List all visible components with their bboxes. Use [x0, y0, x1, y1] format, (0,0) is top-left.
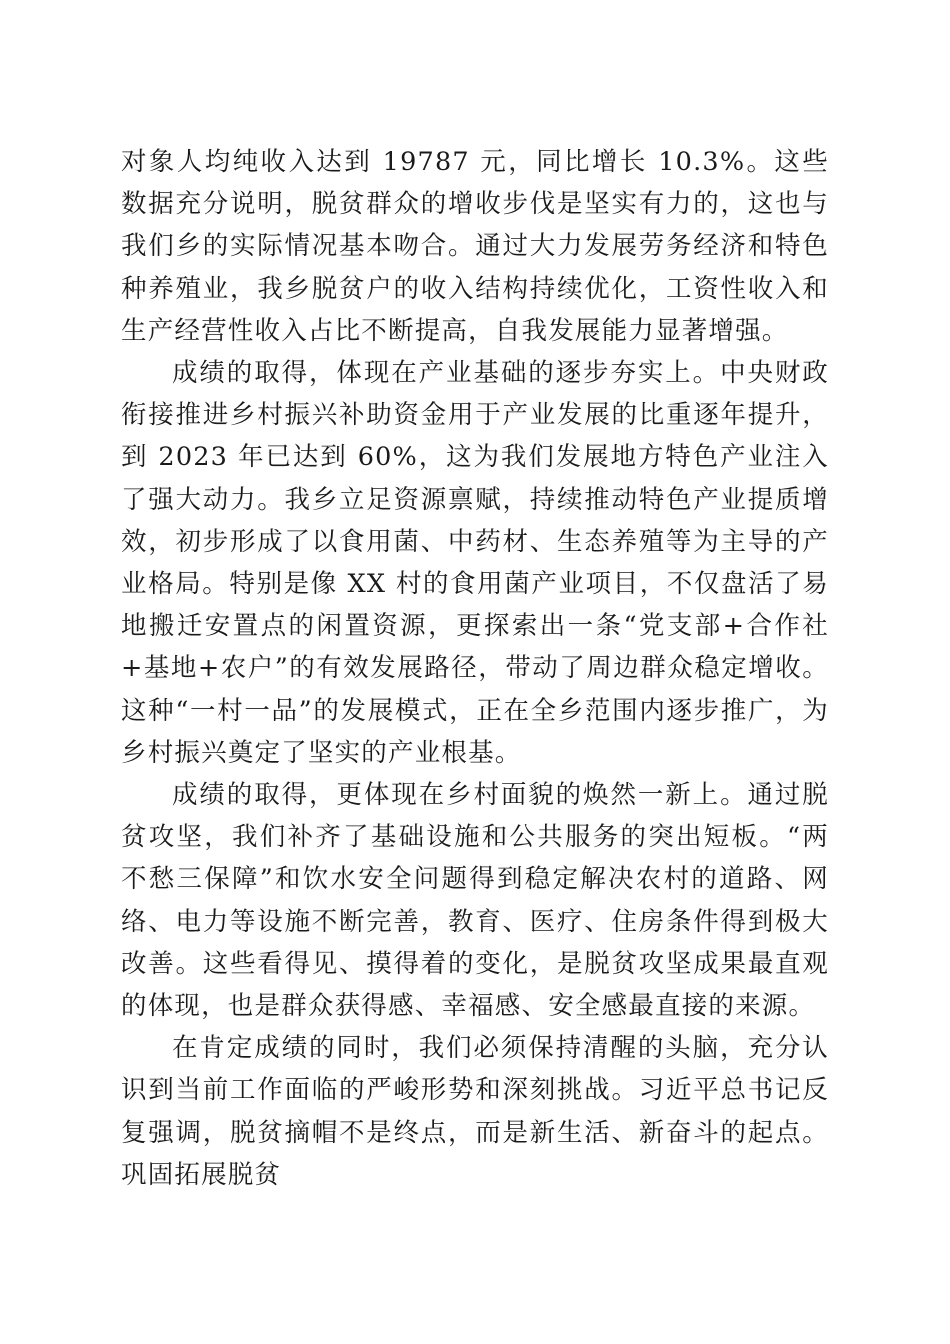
- paragraph-4: 在肯定成绩的同时，我们必须保持清醒的头脑，充分认识到当前工作面临的严峻形势和深刻挑战。习近平总书记反复强调，脱贫摘帽不是终点，而是新生活、新奋斗的起点。巩固拓展脱贫: [121, 1033, 829, 1190]
- paragraph-1: 对象人均纯收入达到 19787 元，同比增长 10.3%。这些数据充分说明，脱贫群众的增收步伐是坚实有力的，这也与我们乡的实际情况基本吻合。通过大力发展劳务经济和特色种养殖业，我乡脱贫户的收入结构持续优化，工资性收入和生产经营性收入占比不断提高，自我发展能力显著增强。: [121, 147, 829, 346]
- paragraph-3: 成绩的取得，更体现在乡村面貌的焕然一新上。通过脱贫攻坚，我们补齐了基础设施和公共服务的突出短板。“两不愁三保障”和饮水安全问题得到稳定解决农村的道路、网络、电力等设施不断完善，教育、医疗、住房条件得到极大改善。这些看得见、摸得着的变化，是脱贫攻坚成果最直观的体现，也是群众获得感、幸福感、安全感最直接的来源。: [121, 780, 829, 1022]
- paragraph-2: 成绩的取得，体现在产业基础的逐步夯实上。中央财政衔接推进乡村振兴补助资金用于产业发展的比重逐年提升，到 2023 年已达到 60%，这为我们发展地方特色产业注入了强大动力。我乡立足资源禀赋，持续推动特色产业提质增效，初步形成了以食用菌、中药材、生态养殖等为主导的产业格局。特别是像 XX 村的食用菌产业项目，不仅盘活了易地搬迁安置点的闲置资源，更探索出一条“党支部+合作社+基地+农户”的有效发展路径，带动了周边群众稳定增收。这种“一村一品”的发展模式，正在全乡范围内逐步推广，为乡村振兴奠定了坚实的产业根基。: [121, 358, 829, 768]
- document-body: [121, 141, 829, 1196]
